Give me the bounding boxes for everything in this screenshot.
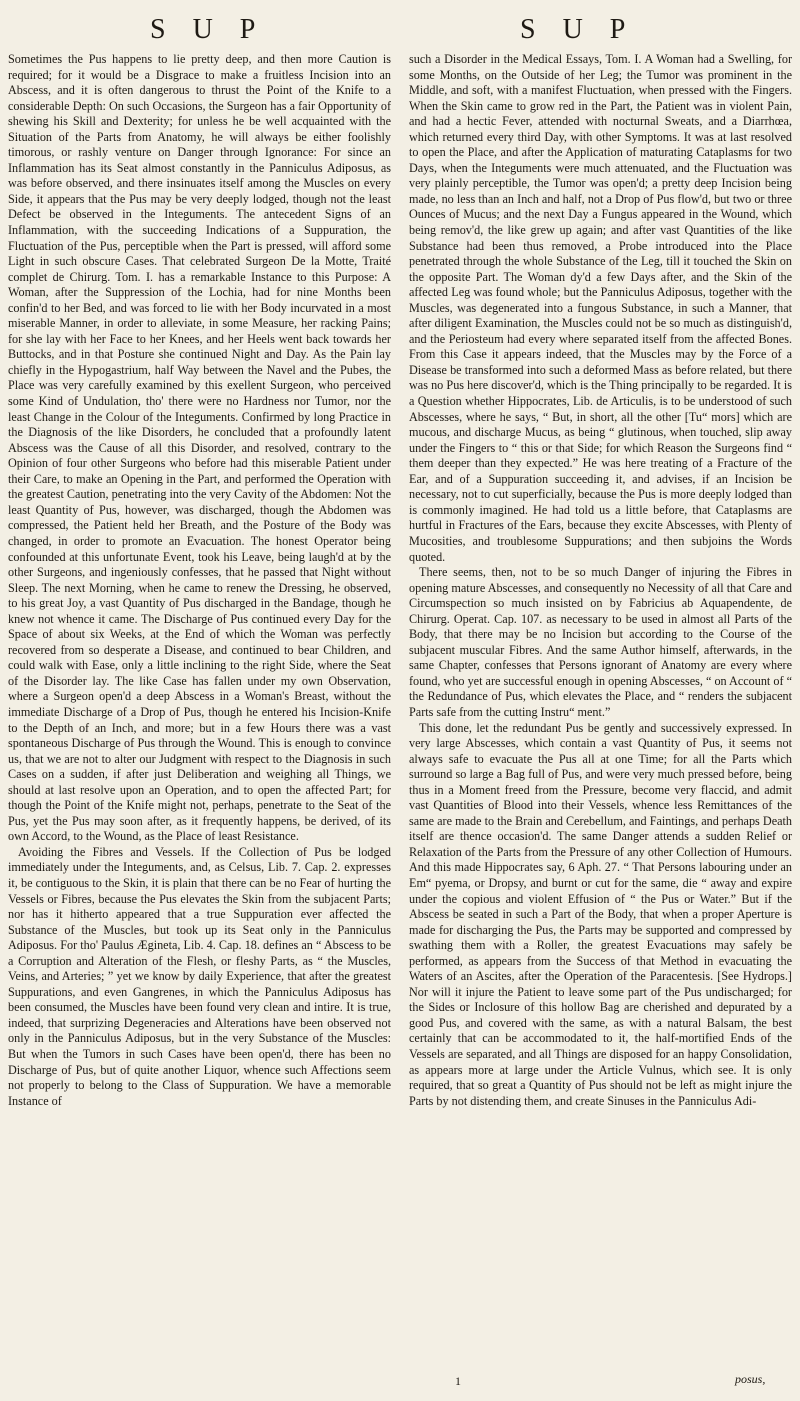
page-footer	[0, 1372, 800, 1396]
catchword: posus,	[735, 1372, 766, 1386]
right-column	[409, 52, 792, 1370]
paragraph: This done, let the redundant Pus be gently and successively expressed. In very large Abscesses, which contain a vast Quantity of Pus, it seems not always safe to evacuate the Pus all at one Time; for all the Parts which surround so large a Bag full of Pus, and were very much pressed before, being thus in a Moment freed from the Pressure, become very flaccid, and admit vast Quantities of Blood into their Vessels, whence less Remittances of the same are made to the Brain and Cerebellum, and Faintings, and perhaps Death itself are thence occasion'd. The same Danger attends a sudden Relief or Relaxation of the Parts from the Pressure of any other Collection of Humours. And this made Hippocrates say, 6 Aph. 27. “ That Persons labouring under an Em“ pyema, or Dropsy, and burnt or cut for the same, die “ away and expire under the copious and violent Effusion of “ the Pus or Water.” But if the Abscess be seated in such a Part of the Body, that when a proper Aperture is made for discharging the Pus, the Parts may be supported and compressed by swathing them with a Roller, the greatest Evacuations may safely be performed, as appears from the Success of that Method in evacuating the Waters of an Ascites, after the Operation of the Paracentesis. [See Hydrops.] Nor will it injure the Patient to leave some part of the Pus undischarged; for the Sides or Inclosure of this hollow Bag are cherished and depurated by a good Pus, and covered with the same, as with a natural Balsam, the best certainly that can be accommodated to it, the half-mortified Ends of the Vessels are separated, and all Things are disposed for an happy Consolidation, as appears more at large under the Article Vulnus, which see. It is only required, that so great a Quantity of Pus should not be left as might injure the Parts by not distending them, and create Sinuses in the Panniculus Adi-	[409, 720, 792, 1108]
text-columns	[8, 52, 792, 1370]
paragraph: There seems, then, not to be so much Danger of injuring the Fibres in opening mature Abscesses, and consequently no Necessity of all that Care and Circumspection so much insisted on by Fabricius ab Aquapendente, de Chirurg. Operat. Cap. 107. as necessary to be used in almost all Parts of the Body, that there may be no Incision but according to the Course of the subjacent muscular Fibres. And the same Author himself, afterwards, in the same Chapter, confesses that Persons ignorant of Anatomy are every where found, who yet are successful enough in opening Abscesses, “ on Account of “ the Redundance of Pus, which elevates the Place, and “ renders the subjacent Parts safe from the cutting Instru“ ment.”	[409, 565, 792, 719]
left-column	[8, 52, 391, 1370]
paragraph: such a Disorder in the Medical Essays, Tom. I. A Woman had a Swelling, for some Months, on the Outside of her Leg; the Tumor was prominent in the Middle, and soft, with a manifest Fluctuation, when pressed with the Fingers. When the Skin came to grow red in the Part, the Patient was in violent Pain, and had a hectic Fever, attended with nocturnal Sweats, and a Diarrhœa, which returned every third Day, with other Symptoms. It was at last resolved to open the Place, and after the Application of maturating Cataplasms for two Days, when the Integuments were much attenuated, and the Fluctuation was very plainly perceptible, the Tumor was open'd; a pretty deep Incision being made, no less than an Inch and half, not a Drop of Pus flow'd, but two or three Ounces of Mucus; and the next Day a Fungus appeared in the Wound, which being remov'd, the like grew up again; and after vast Quantities of the like Substance had been thus removed, a Probe introduced into the Place penetrated through the whole Substance of the Leg, till it touched the Skin on the opposite Part. The Woman dy'd a few Days after, and the Skin of the affected Leg was found whole; but the Panniculus Adiposus, together with the Muscles, was degenerated into a fungous Substance, in such a Manner, that after diligent Examination, the Muscles could not be so much as distinguish'd, and the Periosteum had every where separated itself from the affected Bones. From this Case it appears indeed, that the Muscles may by the Force of a Disease be transformed into such a deformed Mass as before related, but there was no Pus here discover'd, which is the Thing principally to be regarded. It is a Question whether Hippocrates, Lib. de Articulis, is to be understood of such Abscesses, where he says, “ But, in short, all the other [Tu“ mors] which are mucous, and discharge Mucus, as being “ glutinous, when touched, slip away under the Fingers to “ this or that Side; for which Reason the Surgeons find “ them deeper than they expected.” He was here treating of a Fracture of the Ear, and of a Suppuration succeeding it, and advises, if an Incision be necessary, not to cut superficially, because the Pus is more deeply lodged than is commonly imagined. He had told us a little before, that Cataplasms are hurtful in Fractures of the Ears, because they excite Abscesses, with Plenty of Mucosities, and troublesome Suppurations; and then subjoins the Words quoted.	[409, 52, 792, 564]
left-running-head: S U P	[150, 14, 266, 45]
paragraph: Avoiding the Fibres and Vessels. If the Collection of Pus be lodged immediately under the Integuments, and, as Celsus, Lib. 7. Cap. 2. expresses it, be contiguous to the Skin, it is plain that there can be no Fear of hurting the Vessels or Fibres, because the Pus elevates the Skin from the subjacent Parts; nor has it hitherto appeared that a true Suppuration ever affected the Substance of the Muscles, but took up its Seat only in the Panniculus Adiposus. For tho' Paulus Ægineta, Lib. 4. Cap. 18. defines an “ Abscess to be a Corruption and Alteration of the Flesh, or fleshy Parts, as “ the Muscles, Veins, and Arteries; ” yet we know by daily Experience, that after the greatest Suppurations, and even Gangrenes, in which the Panniculus Adiposus has been consumed, the Muscles have been found very clean and intire. It is true, indeed, that surprizing Degeneracies and Alterations have been observed not only in the Panniculus Adiposus, but in the very Substance of the Muscles: But when the Tumors in such Cases have been open'd, there has been no Discharge of Pus, but of quite another Liquor, whence such Affections seem not properly to belong to the Class of Suppuration. We have a memorable Instance of	[8, 844, 391, 1108]
running-header	[0, 14, 800, 54]
right-running-head: S U P	[520, 14, 636, 45]
paragraph: Sometimes the Pus happens to lie pretty deep, and then more Caution is required; for it would be a Disgrace to make a fruitless Incision into an Abscess, and it is often dangerous to thrust the Point of the Knife to a considerable Depth: On such Occasions, the Surgeon has a fair Opportunity of shewing his Skill and Dexterity; for unless he be well acquainted with the Situation of the Parts from Anatomy, he will always be either foolishly timorous, or rashly venture on Danger through Ignorance: For since an Inflammation has its Seat almost constantly in the Panniculus Adiposus, as was before observed, and there insinuates itself among the Muscles on every Side, it appears that the Pus may be very deeply lodged, though not the least Defect be observed in the Integuments. The antecedent Signs of an Inflammation, with the succeeding Indications of a Suppuration, the Fluctuation of the Pus, perceptible when the Part is pressed, will afford some Light in such obscure Cases. That celebrated Surgeon De la Motte, Traité complet de Chirurg. Tom. I. has a remarkable Instance to this Purpose: A Woman, after the Suppression of the Lochia, had for nine Months been confin'd to her Bed, and was forced to lie with her Body incurvated in a most miserable Manner, in order to alleviate, in some Measure, her racking Pains; for she lay with her Face to her Knees, and her Heels went back towards her Buttocks, and in that Posture she continued Night and Day. As the Pain lay chiefly in the Hypogastrium, half Way between the Navel and the Pubes, the Place was very carefully examined by this exellent Surgeon, who perceived some Kind of Undulation, tho' there were no Hardness nor Tumor, nor the least Change in the Colour of the Integuments. Confirmed by long Practice in the Diagnosis of the like Disorders, he concluded that a profoundly latent Abscess was the Cause of all this Disorder, and resolved, contrary to the Opinion of four other Surgeons who before had this miserable Patient under their Care, to make an Opening in the Part, and performed the Operation with the greatest Caution, penetrating into the very Cavity of the Abdomen: Not the least Quantity of Pus, however, was discharged, though the Abdomen was compressed, the Patient held her Breath, and the Posture of the Body was changed, in order to promote an Evacuation. The honest Operator being confounded at this unfortunate Event, took his Leave, being laugh'd at by the other Surgeons, and ingeniously confesses, that he passed that Night without Sleep. The next Morning, when he came to renew the Dressing, he observed, to his great Joy, a vast Quantity of Pus discharged in the Bandage, though he knew not whence it came. The Discharge of Pus continued every Day for the Space of about six Weeks, at the End of which the Woman was perfectly recovered from so desperate a Disease, and continued to bear Children, and could walk with Ease, only a little inclining to the right Side, where the Seat of the Disorder lay. The like Case has fallen under my own Observation, where a Surgeon open'd a deep Abscess in a Woman's Breast, without the immediate Discharge of a Drop of Pus, though he entered his Incision-Knife to the Depth of an Inch, and more; but in a few Hours there was a vast spontaneous Discharge of Pus through the Wound. This is enough to convince us, that we are not to alter our Judgment with respect to the Diagnosis in such Cases on a sudden, if after just Deliberation and weighing all Things, we should at last resolve upon an Operation, and to open the affected Part; for though the Point of the Knife might not, perhaps, penetrate to the Seat of the Pus, yet the Pus may soon after, as it frequently happens, be derived, of its own Accord, to the Wound, as the Place of least Resistance.	[8, 52, 391, 844]
signature-mark: 1	[455, 1374, 461, 1388]
